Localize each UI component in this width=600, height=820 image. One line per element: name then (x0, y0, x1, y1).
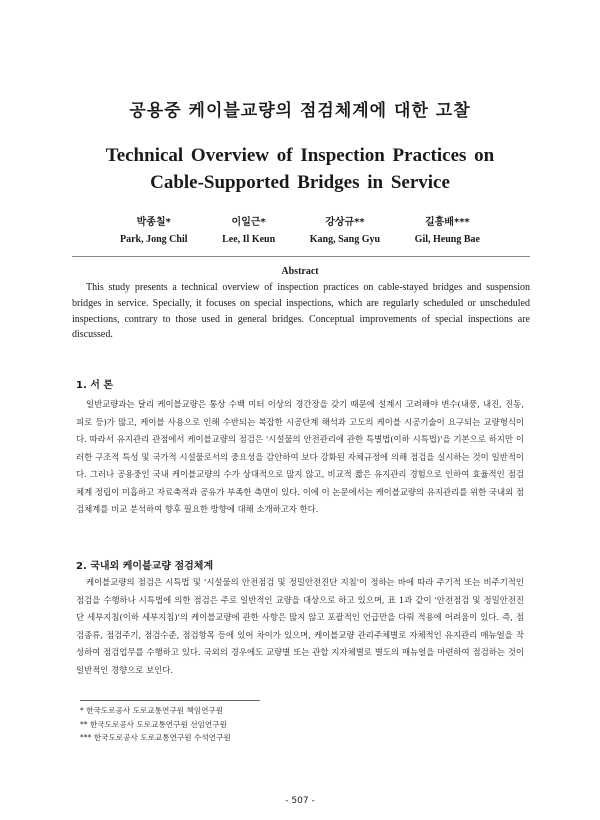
author (415, 216, 480, 247)
section-heading-introduction: 1. 서 론 (76, 380, 114, 391)
author-name-english: Park, Jong Chil (120, 234, 188, 245)
author (222, 216, 275, 247)
author-name-english: Gil, Heung Bae (414, 234, 480, 245)
author-name-korean: 이일근* (231, 217, 266, 228)
author-list (120, 216, 480, 247)
footnote: * 한국도로공사 도로교통연구원 책임연구원 (80, 706, 224, 715)
footnote: ** 한국도로공사 도로교통연구원 선임연구원 (80, 719, 227, 729)
footnote: *** 한국도로공사 도로교통연구원 수석연구원 (80, 733, 231, 742)
title-english-line: Technical Overview of Inspection Practices on (105, 145, 495, 166)
abstract-text: This study presents a technical overview of inspection practices on cable-stayed bridges and suspension bridges in service. Specially, it focuses on special inspections, which are regularly scheduled or unscheduled inspections, contrary to those used in general bridges. Conceptual improvements of special inspections are discussed. (72, 282, 530, 341)
author-name-korean: 박종칠* (136, 217, 171, 228)
author-name-korean: 길흥배*** (424, 217, 470, 228)
section-body-introduction: 일반교량과는 달리 케이블교량은 통상 수백 미터 이상의 경간장을 갖기 때문에 설계시 고려해야 변수(내풍, 내진, 진동, 피로 등)가 많고, 케이블 사용으로 인해 수반되는 복잡한 시공단계 해석과 고도의 케이블 시공기술이 요구되는 교량형식이다. 따라서 유지관리 관점에서 케이블교량의 점검은 '시설물의 안전관리에 관한 특별법(이하 시특법)'을 기본으로 하지만 이러한 구조적 특성 및 국가적 시설물로서의 중요성을 감안하여 보다 강화된 자체규정에 의해 점검을 실시하는 것이 일반적이다. 그러나 공용중인 국내 케이블교량의 수가 상대적으로 많지 않고, 비교적 짧은 유지관리 경험으로 인하여 효율적인 점검체계 정립이 미흡하고 자료축적과 공유가 부족한 측면이 있다. 이에 이 논문에서는 케이블교량의 유지관리를 위한 국내외 점검체계를 비교 분석하여 향후 필요한 방향에 대해 소개하고자 한다. (76, 399, 524, 514)
section-body-inspection-systems: 케이블교량의 점검은 시특법 및 '시설물의 안전점검 및 정밀안전진단 지침'이 정하는 바에 따라 주기적 또는 비주기적인 점검을 수행하나 시특법에 의한 점검은 주로 일반적인 교량을 대상으로 하고 있으며, 표 1과 같이 '안전점검 및 정밀안전진단 세부지침(이하 세부지침)'의 케이블교량에 관한 사항은 많지 않고 포괄적인 언급만을 다뤄 적용에 어려움이 있다. 즉, 점검종류, 점검주기, 점검수준, 점검항목 등에 있어 차이가 있으며, 케이블교량 관리주체별로 자체적인 유지관리 매뉴얼을 작성하여 점검업무를 수행하고 있다. 국외의 경우에도 교량별 또는 관할 지자체별로 별도의 매뉴얼을 마련하여 점검하는 것이 일반적인 경향으로 보인다. (76, 577, 524, 675)
title-english-line: Cable-Supported Bridges in Service (150, 172, 450, 193)
footnotes (80, 704, 380, 745)
author-name-english: Kang, Sang Gyu (309, 234, 381, 245)
section-heading-inspection-systems: 2. 국내외 케이블교량 점검체계 (76, 561, 214, 572)
author-name-english: Lee, Il Keun (222, 234, 276, 245)
paper-title-english (0, 142, 600, 196)
footnote-divider (80, 700, 260, 701)
author (120, 216, 188, 247)
author-name-korean: 강상규** (325, 217, 365, 228)
page-number: - 507 - (285, 796, 315, 806)
abstract-heading: Abstract (281, 266, 319, 277)
author (310, 216, 380, 247)
paper-title-korean: 공용중 케이블교량의 점검체계에 대한 고찰 (129, 101, 471, 121)
header-divider (72, 256, 530, 257)
